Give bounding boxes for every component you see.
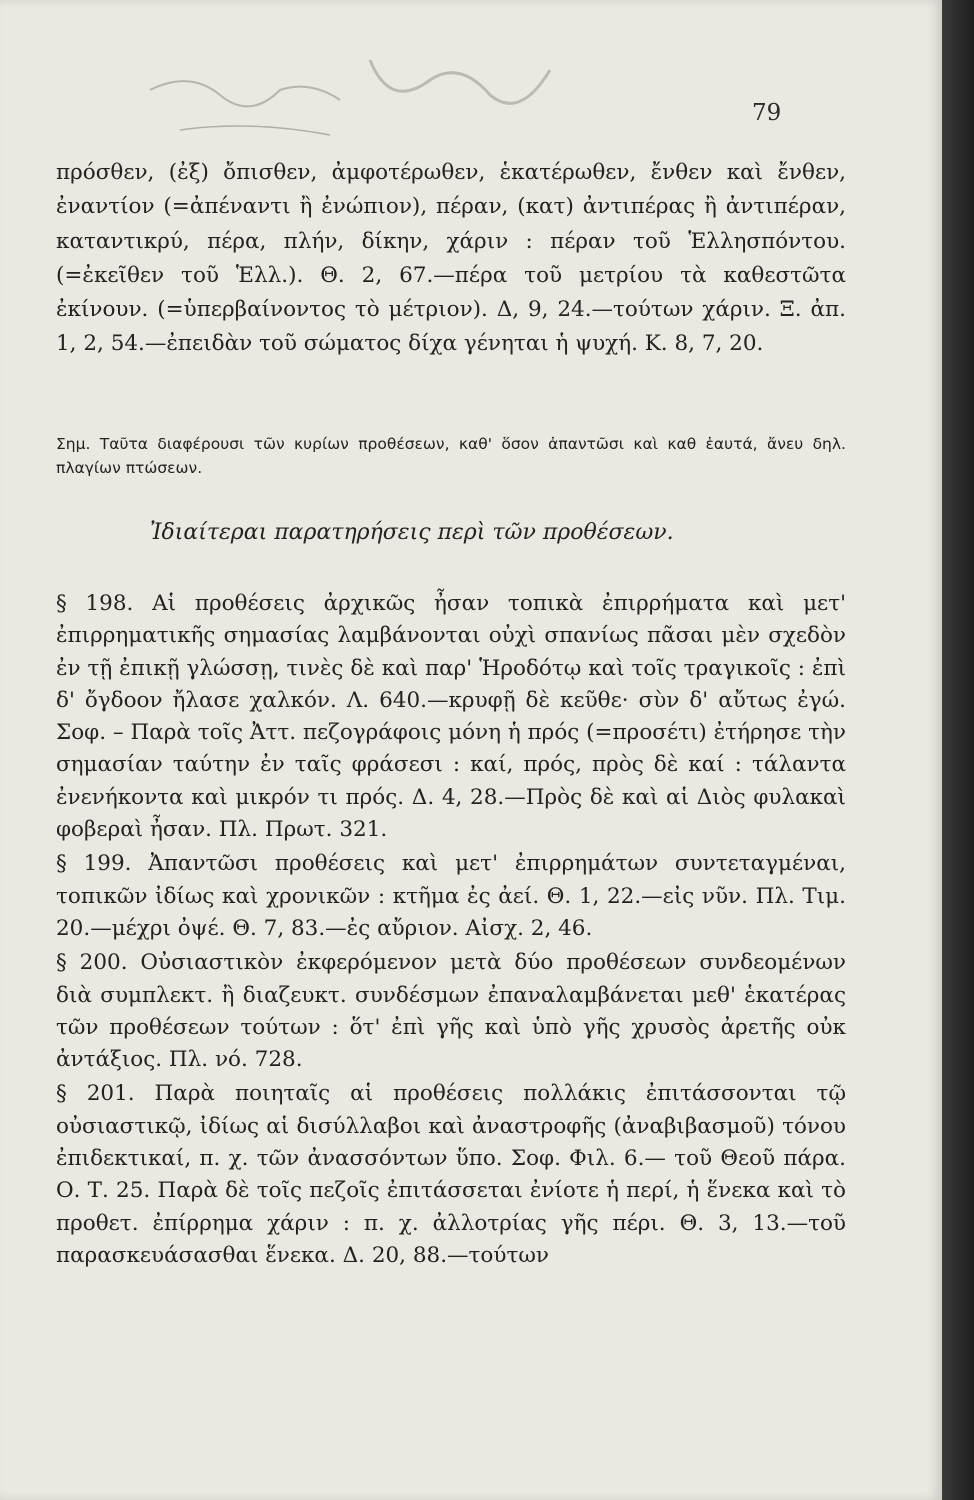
page-number: 79 [752,100,782,126]
section-201: § 201. Παρὰ ποιηταῖς αἱ προθέσεις πολλάκις ἐπιτάσσονται τῷ οὐσιαστικῷ, ἰδίως αἱ δισύλλαβοι καὶ ἀναστροφῆς (ἀναβιβασμοῦ) τόνου ἐπιδεκτικαί, π. χ. τῶν ἀνασσόντων ὕπο. Σοφ. Φιλ. 6.— τοῦ Θεοῦ πάρα. Ο. Τ. 25. Παρὰ δὲ τοῖς πεζοῖς ἐπιτάσσεται ἐνίοτε ἡ περί, ἡ ἕνεκα καὶ τὸ προθετ. ἐπίρρημα χάριν : π. χ. ἀλλοτρίας γῆς πέρι. Θ. 3, 13.—τοῦ παρασκευάσασθαι ἕνεκα. Δ. 20, 88.—τούτων [56,1081,846,1268]
handwritten-scribble [130,40,570,150]
sections-block [56,588,846,1272]
paragraph-text: πρόσθεν, (ἐξ) ὄπισθεν, ἀμφοτέρωθεν, ἑκατέρωθεν, ἔνθεν καὶ ἔνθεν, ἐναντίον (=ἀπέναντι ἢ ἐνώπιον), πέραν, (κατ) ἀντιπέρας ἢ ἀντιπέραν, καταντικρύ, πέρα, πλήν, δίκην, χάριν : πέραν τοῦ Ἑλλησπόντου. (=ἐκεῖθεν τοῦ Ἑλλ.). Θ. 2, 67.—πέρα τοῦ μετρίου τὰ καθεστῶτα ἐκίνουν. (=ὑπερβαίνοντος τὸ μέτριον). Δ, 9, 24.—τούτων χάριν. Ξ. ἀπ. 1, 2, 54.—ἐπειδὰν τοῦ σώματος δίχα γένηται ἡ ψυχή. Κ. 8, 7, 20. [56,160,846,357]
section-198: § 198. Αἱ προθέσεις ἀρχικῶς ἦσαν τοπικὰ ἐπιρρήματα καὶ μετ' ἐπιρρηματικῆς σημασίας λαμβάνονται οὐχὶ σπανίως πᾶσαι μὲν σχεδὸν ἐν τῇ ἐπικῇ γλώσσῃ, τινὲς δὲ καὶ παρ' Ἡροδότῳ καὶ τοῖς τραγικοῖς : ἐπὶ δ' ὄγδοον ἤλασε χαλκόν. Λ. 640.—κρυφῇ δὲ κεῦθε· σὺν δ' αὔτως ἐγώ. Σοφ. – Παρὰ τοῖς Ἀττ. πεζογράφοις μόνη ἡ πρός (=προσέτι) ἐτήρησε τὴν σημασίαν ταύτην ἐν ταῖς φράσεσι : καί, πρός, πρὸς δὲ καί : τάλαντα ἐνενήκοντα καὶ μικρόν τι πρός. Δ. 4, 28.—Πρὸς δὲ καὶ αἱ Διὸς φυλακαὶ φοβεραὶ ἦσαν. Πλ. Πρωτ. 321. [56,591,846,843]
section-199: § 199. Ἀπαντῶσι προθέσεις καὶ μετ' ἐπιρρημάτων συντεταγμέναι, τοπικῶν ἰδίως καὶ χρονικῶν : κτῆμα ἐς ἀεί. Θ. 1, 22.—εἰς νῦν. Πλ. Τιμ. 20.—μέχρι ὀψέ. Θ. 7, 83.—ἐς αὔριον. Αἰσχ. 2, 46. [56,851,846,941]
section-heading: Ἰδιαίτεραι παρατηρήσεις περὶ τῶν προθέσεων. [150,520,674,545]
footnote: Σημ. Ταῦτα διαφέρουσι τῶν κυρίων προθέσεων, καθ' ὅσον ἀπαντῶσι καὶ καθ ἑαυτά, ἄνευ δηλ. πλαγίων πτώσεων. [56,435,846,477]
section-200: § 200. Οὐσιαστικὸν ἐκφερόμενον μετὰ δύο προθέσεων συνδεομένων διὰ συμπλεκτ. ἢ διαζευκτ. συνδέσμων ἐπαναλαμβάνεται μεθ' ἑκατέρας τῶν προθέσεων τούτων : ὅτ' ἐπὶ γῆς καὶ ὑπὸ γῆς χρυσὸς ἀρετῆς οὐκ ἀντάξιος. Πλ. νό. 728. [56,950,846,1073]
opening-paragraph [56,156,846,362]
page-edge [942,0,974,1500]
